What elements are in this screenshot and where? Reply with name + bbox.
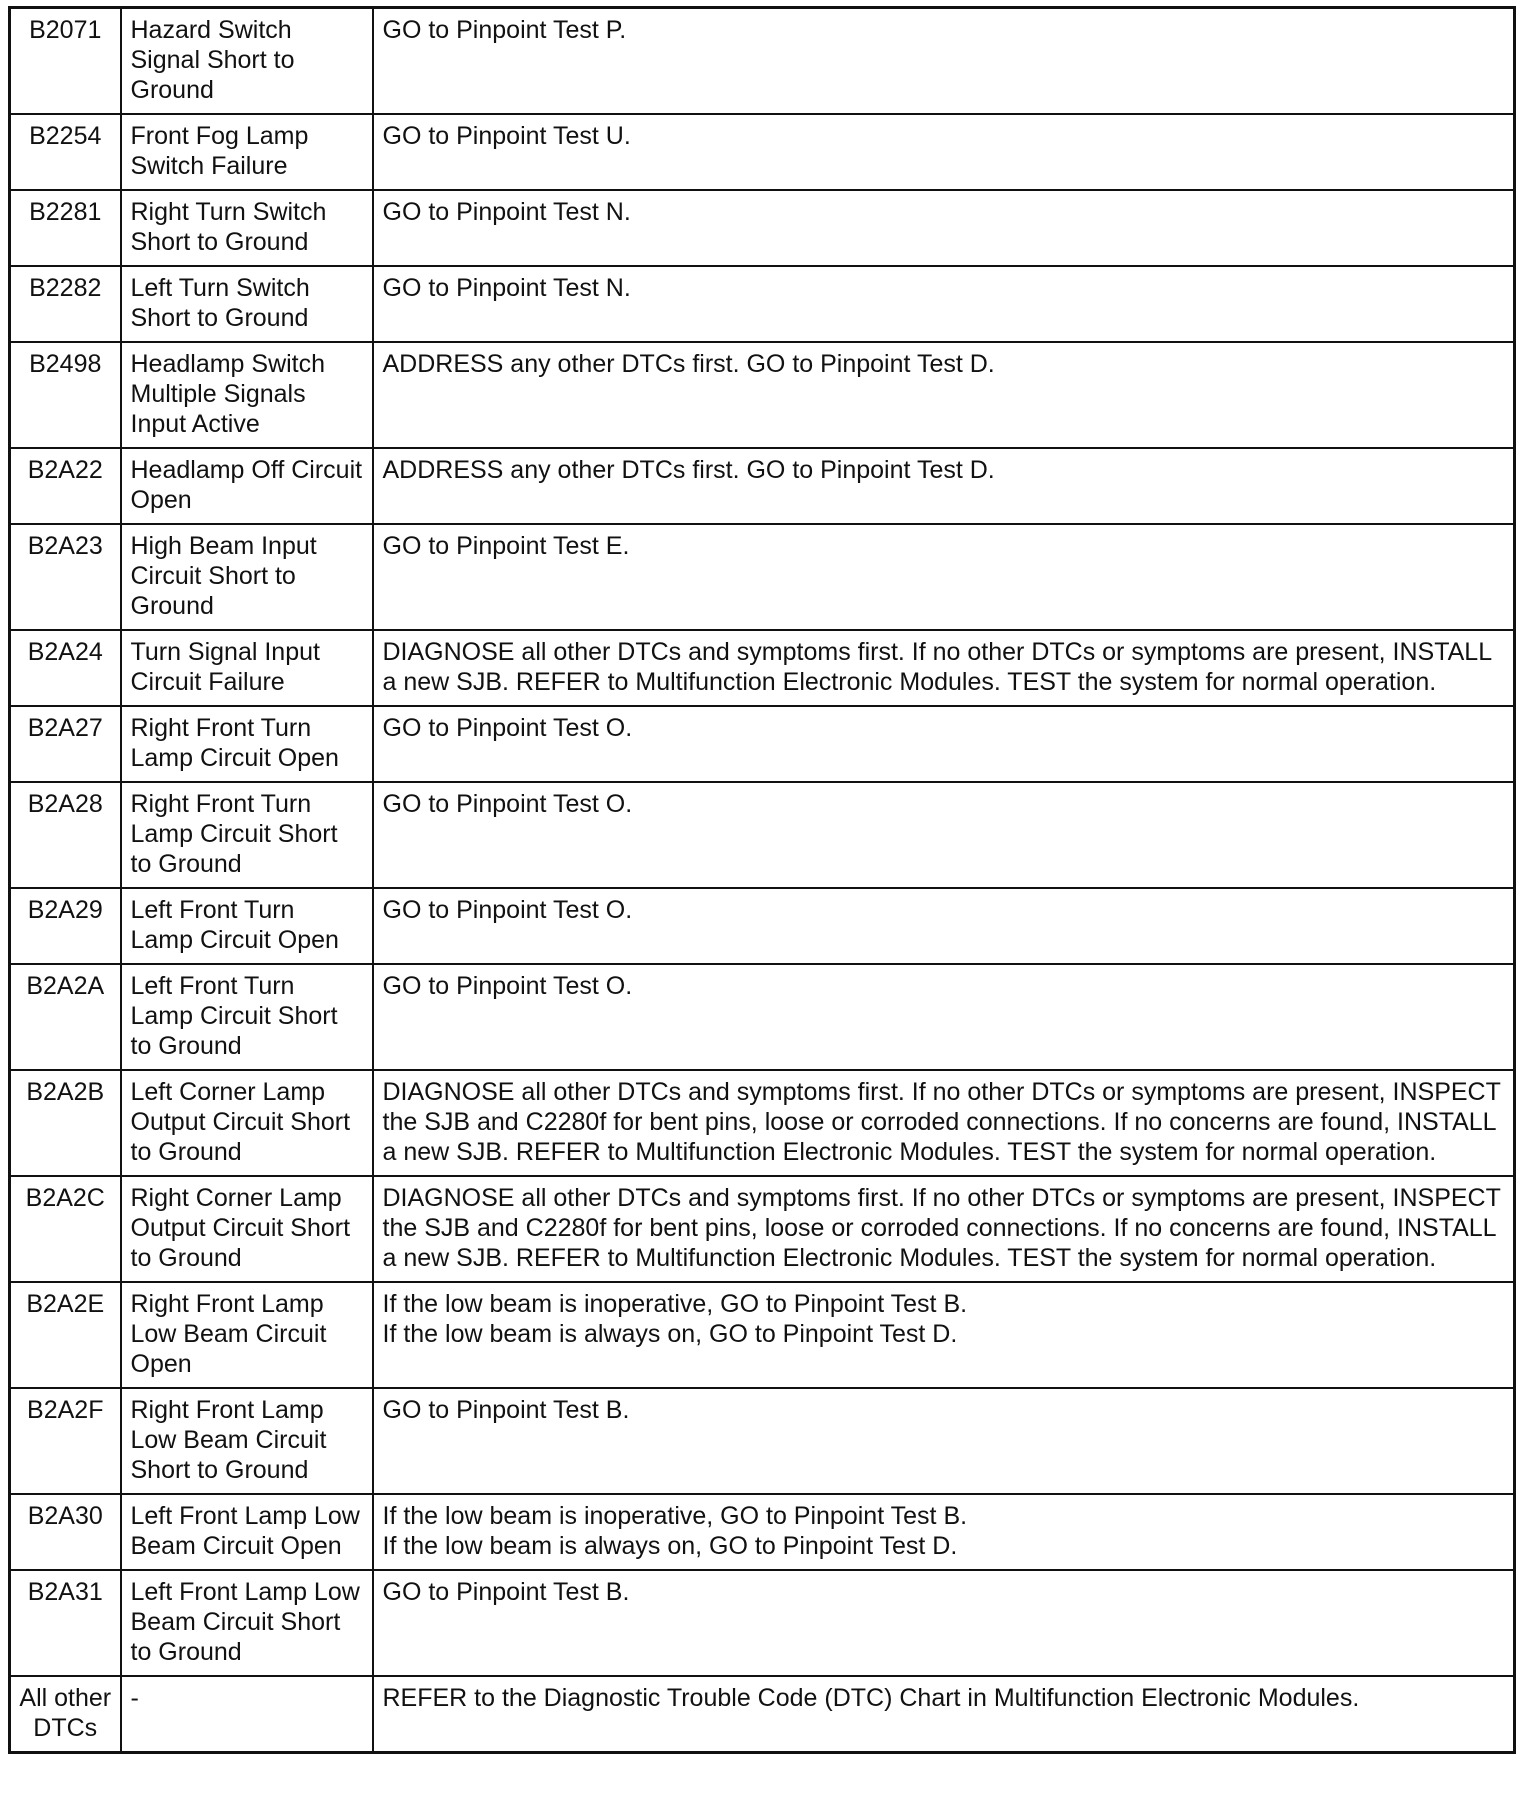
dtc-code-cell: B2A22 xyxy=(10,448,121,524)
dtc-description-cell: Left Front Turn Lamp Circuit Short to Ground xyxy=(121,964,373,1070)
table-row xyxy=(10,190,1515,266)
action-line: If the low beam is inoperative, GO to Pinpoint Test B. xyxy=(382,1290,968,1318)
table-row xyxy=(10,1570,1515,1676)
action-line: GO to Pinpoint Test O. xyxy=(382,972,633,1000)
dtc-code-cell: B2A2A xyxy=(10,964,121,1070)
dtc-description-cell: Right Front Lamp Low Beam Circuit Short to Ground xyxy=(121,1388,373,1494)
dtc-table-body xyxy=(10,8,1515,1753)
dtc-action-cell xyxy=(373,964,1515,1070)
action-line: GO to Pinpoint Test O. xyxy=(382,896,633,924)
action-line: REFER to the Diagnostic Trouble Code (DTC) Chart in Multifunction Electronic Modules. xyxy=(382,1684,1360,1712)
dtc-action-cell xyxy=(373,1176,1515,1282)
action-line: If the low beam is always on, GO to Pinpoint Test D. xyxy=(382,1532,958,1560)
action-line: GO to Pinpoint Test O. xyxy=(382,714,633,742)
dtc-description-cell: Left Front Lamp Low Beam Circuit Open xyxy=(121,1494,373,1570)
action-line: GO to Pinpoint Test N. xyxy=(382,198,631,226)
dtc-code-cell: B2A24 xyxy=(10,630,121,706)
dtc-description-cell: Right Front Turn Lamp Circuit Short to Ground xyxy=(121,782,373,888)
dtc-code-cell: All other DTCs xyxy=(10,1676,121,1753)
action-line: ADDRESS any other DTCs first. GO to Pinpoint Test D. xyxy=(382,456,995,484)
action-line: DIAGNOSE all other DTCs and symptoms first. If no other DTCs or symptoms are present, INSPECT the SJB and C2280f for bent pins, loose or corroded connections. If no concerns are found, INSTALL a new SJB. REFER to Multifunction Electronic Modules. TEST the system for normal operation. xyxy=(382,1184,1501,1272)
table-row xyxy=(10,448,1515,524)
action-line: GO to Pinpoint Test E. xyxy=(382,532,630,560)
dtc-action-cell xyxy=(373,448,1515,524)
dtc-description-cell: Hazard Switch Signal Short to Ground xyxy=(121,8,373,115)
table-row xyxy=(10,630,1515,706)
dtc-description-cell: Headlamp Switch Multiple Signals Input Active xyxy=(121,342,373,448)
action-line: DIAGNOSE all other DTCs and symptoms first. If no other DTCs or symptoms are present, INSPECT the SJB and C2280f for bent pins, loose or corroded connections. If no concerns are found, INSTALL a new SJB. REFER to Multifunction Electronic Modules. TEST the system for normal operation. xyxy=(382,1078,1501,1166)
table-row xyxy=(10,1388,1515,1494)
dtc-code-cell: B2A31 xyxy=(10,1570,121,1676)
table-row xyxy=(10,342,1515,448)
dtc-code-cell: B2071 xyxy=(10,8,121,115)
dtc-code-cell: B2A2F xyxy=(10,1388,121,1494)
dtc-description-cell: High Beam Input Circuit Short to Ground xyxy=(121,524,373,630)
table-row xyxy=(10,8,1515,115)
dtc-description-cell: Headlamp Off Circuit Open xyxy=(121,448,373,524)
action-line: GO to Pinpoint Test O. xyxy=(382,790,633,818)
table-row xyxy=(10,782,1515,888)
dtc-action-cell xyxy=(373,342,1515,448)
dtc-description-cell: Left Corner Lamp Output Circuit Short to Ground xyxy=(121,1070,373,1176)
dtc-action-cell xyxy=(373,8,1515,115)
table-row xyxy=(10,888,1515,964)
action-line: If the low beam is inoperative, GO to Pinpoint Test B. xyxy=(382,1502,968,1530)
table-row xyxy=(10,1494,1515,1570)
dtc-action-cell xyxy=(373,1070,1515,1176)
action-line: ADDRESS any other DTCs first. GO to Pinpoint Test D. xyxy=(382,350,995,378)
dtc-action-cell xyxy=(373,630,1515,706)
dtc-action-cell xyxy=(373,782,1515,888)
dtc-code-cell: B2281 xyxy=(10,190,121,266)
dtc-code-cell: B2A2C xyxy=(10,1176,121,1282)
dtc-action-cell xyxy=(373,888,1515,964)
dtc-code-cell: B2A2E xyxy=(10,1282,121,1388)
dtc-code-cell: B2498 xyxy=(10,342,121,448)
dtc-description-cell: - xyxy=(121,1676,373,1753)
dtc-action-cell xyxy=(373,1388,1515,1494)
dtc-code-cell: B2254 xyxy=(10,114,121,190)
action-line: GO to Pinpoint Test N. xyxy=(382,274,631,302)
table-row xyxy=(10,706,1515,782)
dtc-description-cell: Front Fog Lamp Switch Failure xyxy=(121,114,373,190)
dtc-action-cell xyxy=(373,266,1515,342)
action-line: If the low beam is always on, GO to Pinpoint Test D. xyxy=(382,1320,958,1348)
table-row xyxy=(10,1070,1515,1176)
dtc-description-cell: Left Front Lamp Low Beam Circuit Short to Ground xyxy=(121,1570,373,1676)
dtc-action-cell xyxy=(373,1570,1515,1676)
action-line: GO to Pinpoint Test P. xyxy=(382,16,627,44)
dtc-code-cell: B2A29 xyxy=(10,888,121,964)
dtc-table xyxy=(8,6,1516,1754)
dtc-code-cell: B2A2B xyxy=(10,1070,121,1176)
action-line: GO to Pinpoint Test B. xyxy=(382,1396,630,1424)
dtc-action-cell xyxy=(373,114,1515,190)
dtc-action-cell xyxy=(373,1494,1515,1570)
dtc-action-cell xyxy=(373,190,1515,266)
table-row xyxy=(10,1176,1515,1282)
dtc-description-cell: Right Front Lamp Low Beam Circuit Open xyxy=(121,1282,373,1388)
table-row xyxy=(10,1282,1515,1388)
dtc-action-cell xyxy=(373,524,1515,630)
action-line: GO to Pinpoint Test U. xyxy=(382,122,631,150)
dtc-code-cell: B2A28 xyxy=(10,782,121,888)
dtc-action-cell xyxy=(373,1282,1515,1388)
dtc-description-cell: Left Turn Switch Short to Ground xyxy=(121,266,373,342)
table-row xyxy=(10,266,1515,342)
dtc-description-cell: Right Corner Lamp Output Circuit Short to Ground xyxy=(121,1176,373,1282)
dtc-action-cell xyxy=(373,1676,1515,1753)
dtc-description-cell: Right Turn Switch Short to Ground xyxy=(121,190,373,266)
table-row xyxy=(10,114,1515,190)
dtc-action-cell xyxy=(373,706,1515,782)
action-line: DIAGNOSE all other DTCs and symptoms first. If no other DTCs or symptoms are present, INSTALL a new SJB. REFER to Multifunction Electronic Modules. TEST the system for normal operation. xyxy=(382,638,1492,696)
dtc-code-cell: B2282 xyxy=(10,266,121,342)
dtc-code-cell: B2A23 xyxy=(10,524,121,630)
dtc-code-cell: B2A30 xyxy=(10,1494,121,1570)
dtc-table-page xyxy=(8,6,1513,1754)
table-row xyxy=(10,1676,1515,1753)
action-line: GO to Pinpoint Test B. xyxy=(382,1578,630,1606)
table-row xyxy=(10,964,1515,1070)
dtc-description-cell: Left Front Turn Lamp Circuit Open xyxy=(121,888,373,964)
dtc-description-cell: Right Front Turn Lamp Circuit Open xyxy=(121,706,373,782)
table-row xyxy=(10,524,1515,630)
dtc-description-cell: Turn Signal Input Circuit Failure xyxy=(121,630,373,706)
dtc-code-cell: B2A27 xyxy=(10,706,121,782)
